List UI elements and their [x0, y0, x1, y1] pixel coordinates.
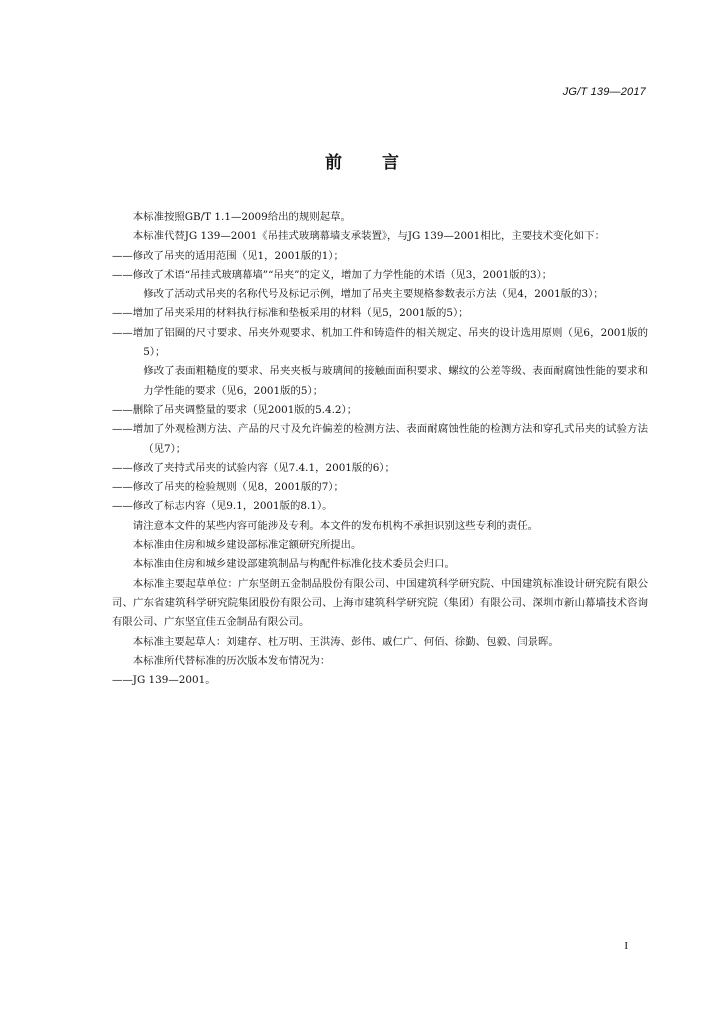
- change-list-item: ——修改了夹持式吊夹的试验内容（见7.4.1，2001版的6）；: [112, 461, 395, 474]
- page-number: I: [624, 940, 628, 952]
- body-paragraph: 请注意本文件的某些内容可能涉及专利。本文件的发布机构不承担识别这些专利的责任。: [132, 519, 539, 532]
- change-list-item: ——修改了吊夹的检验规则（见8，2001版的7）；: [112, 481, 344, 494]
- change-list-item: ——增加了外观检测方法、产品的尺寸及允许偏差的检测方法、表面耐腐蚀性能的检测方法和穿孔式吊夹的试验方法（见7）；: [112, 423, 648, 455]
- body-paragraph: 本标准代替JG 139—2001《吊挂式玻璃幕墙支承装置》，与JG 139—2001相比，主要技术变化如下：: [132, 230, 605, 243]
- body-paragraph: 本标准由住房和城乡建设部建筑制品与构配件标准化技术委员会归口。: [132, 558, 455, 571]
- body-paragraph: 本标准由住房和城乡建设部标准定额研究所提出。: [132, 539, 362, 552]
- change-list-item: ——修改了吊夹的适用范围（见1，2001版的1）；: [112, 249, 344, 262]
- document-body: [112, 208, 648, 690]
- change-list-item: ——修改了标志内容（见9.1，2001版的8.1）。: [112, 500, 333, 513]
- change-list-item: ——增加了铝圈的尺寸要求、吊夹外观要求、机加工件和铸造件的相关规定、吊夹的设计选用原则（见6，2001版的5）；: [112, 326, 648, 359]
- standard-number: JG/T 139—2017: [562, 86, 646, 98]
- page-title: 前言: [325, 153, 439, 173]
- change-list-subitem: 修改了表面粗糙度的要求、吊夹夹板与玻璃间的接触面面积要求、螺纹的公差等级、表面耐腐蚀性能的要求和力学性能的要求（见6，2001版的5）；: [143, 365, 648, 397]
- change-list-item: ——删除了吊夹调整量的要求（见2001版的5.4.2）；: [112, 403, 358, 416]
- body-paragraph: 本标准所代替标准的历次版本发布情况为：: [132, 654, 331, 667]
- body-paragraph: 本标准主要起草人：刘建存、杜万明、王洪涛、彭伟、戚仁广、何佰、徐勤、包毅、闫景晖。: [132, 635, 559, 648]
- body-paragraph: 本标准按照GB/T 1.1—2009给出的规则起草。: [132, 211, 351, 223]
- change-list-subitem: 修改了活动式吊夹的名称代号及标记示例，增加了吊夹主要规格参数表示方法（见4，2001版的3）；: [143, 288, 604, 301]
- change-list-item: ——增加了吊夹采用的材料执行标准和垫板采用的材料（见5，2001版的5）；: [112, 307, 469, 320]
- change-list-item: ——JG 139—2001。: [112, 674, 216, 687]
- change-list-item: ——修改了术语“吊挂式玻璃幕墙”“吊夹”的定义，增加了力学性能的术语（见3，2001版的3）；: [112, 268, 553, 281]
- body-paragraph: 本标准主要起草单位：广东坚朗五金制品股份有限公司、中国建筑科学研究院、中国建筑标准设计研究院有限公司、广东省建筑科学研究院集团股份有限公司、上海市建筑科学研究院（集团）有限公司、深圳市新山幕墙技术咨询有限公司、广东坚宜佳五金制品有限公司。: [112, 577, 648, 629]
